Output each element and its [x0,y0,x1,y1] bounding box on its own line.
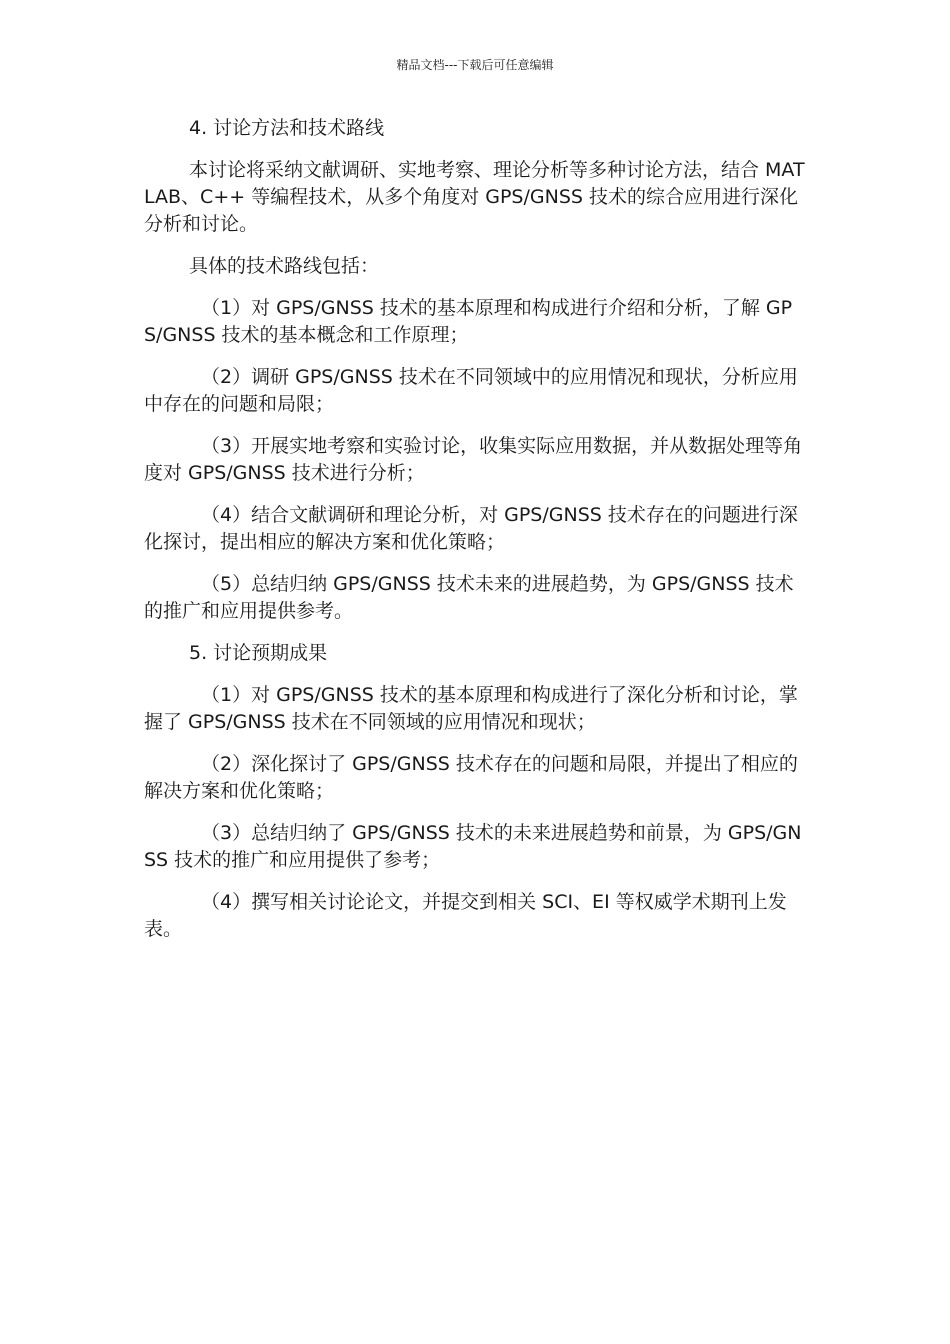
list-item: （2）调研 GPS/GNSS 技术在不同领域中的应用情况和现状，分析应用中存在的问题和局限； [144,366,798,415]
section-4-heading: 4. 讨论方法和技术路线 [189,117,385,139]
list-item: （4）撰写相关讨论论文，并提交到相关 SCI、EI 等权威学术期刊上发表。 [144,891,787,940]
list-item: （1）对 GPS/GNSS 技术的基本原理和构成进行介绍和分析，了解 GPS/GNSS 技术的基本概念和工作原理； [144,297,793,346]
page-header: 精品文档---下载后可任意编辑 [396,58,554,72]
list-item: （1）对 GPS/GNSS 技术的基本原理和构成进行了深化分析和讨论，掌握了 GPS/GNSS 技术在不同领域的应用情况和现状； [144,684,798,733]
list-item: （3）开展实地考察和实验讨论，收集实际应用数据，并从数据处理等角度对 GPS/GNSS 技术进行分析； [144,435,803,484]
technical-route-intro: 具体的技术路线包括： [189,255,380,277]
section-5-heading: 5. 讨论预期成果 [189,642,328,664]
document-body [144,115,810,958]
list-item: （2）深化探讨了 GPS/GNSS 技术存在的问题和局限，并提出了相应的解决方案和优化策略； [144,753,798,802]
list-item: （4）结合文献调研和理论分析，对 GPS/GNSS 技术存在的问题进行深化探讨，提出相应的解决方案和优化策略； [144,504,798,553]
list-item: （3）总结归纳了 GPS/GNSS 技术的未来进展趋势和前景，为 GPS/GNSS 技术的推广和应用提供了参考； [144,822,802,871]
section-4-intro-paragraph: 本讨论将采纳文献调研、实地考察、理论分析等多种讨论方法，结合 MATLAB、C++ 等编程技术，从多个角度对 GPS/GNSS 技术的综合应用进行深化分析和讨论。 [144,159,805,235]
list-item: （5）总结归纳 GPS/GNSS 技术未来的进展趋势，为 GPS/GNSS 技术的推广和应用提供参考。 [144,573,794,622]
